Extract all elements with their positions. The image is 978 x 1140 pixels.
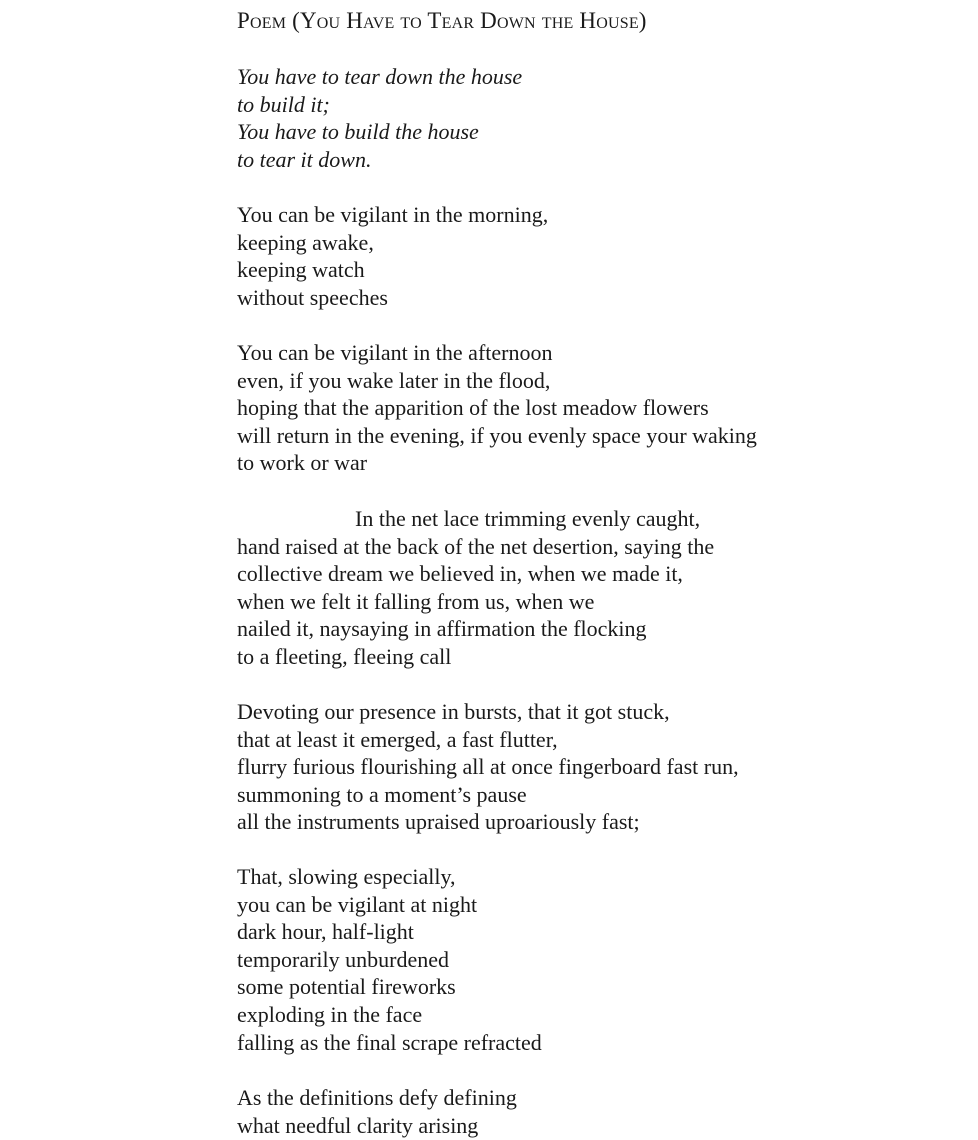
poem-line: when we felt it falling from us, when we [237,588,595,614]
poem-line: you can be vigilant at night [237,891,478,917]
stanza-1 [237,63,522,173]
poem-line: some potential fireworks [237,974,456,1000]
poem-line: That, slowing especially, [237,864,456,889]
poem-line: all the instruments upraised uproariously fast; [237,809,640,835]
poem-line: keeping awake, [237,229,374,255]
poem-line: dark hour, half-light [237,919,414,945]
poem-line: to a fleeting, fleeing call [237,643,452,669]
poem-line: collective dream we believed in, when we made it, [237,561,683,587]
poem-line: to build it; [237,91,330,117]
poem-line: falling as the final scrape refracted [237,1029,542,1055]
poem-title: Poem (You Have to Tear Down the House) [237,8,647,33]
poem-line: Devoting our presence in bursts, that it got stuck, [237,699,670,724]
poem-line: to work or war [237,450,368,476]
stanza-2 [237,201,548,311]
poem-line: temporarily unburdened [237,946,449,972]
poem-line: You have to tear down the house [237,64,523,89]
poem-line: As the definitions defy defining [237,1085,517,1110]
poem-line: You can be vigilant in the afternoon [237,340,553,365]
poem-line: to tear it down. [237,146,372,172]
poem-line: what needful clarity arising [237,1112,479,1138]
poem-line: You can be vigilant in the morning, [237,202,549,227]
poem-line: hoping that the apparition of the lost meadow flowers [237,395,709,421]
poem-line: summoning to a moment’s pause [237,781,527,807]
poem-line: without speeches [237,284,388,310]
stanza-6 [237,863,542,1056]
stanza-4 [237,505,714,671]
poem-line: hand raised at the back of the net desertion, saying the [237,533,715,559]
poem-line-indented: In the net lace trimming evenly caught, [355,506,701,531]
poem-line: even, if you wake later in the flood, [237,367,551,393]
poem-line: that at least it emerged, a fast flutter, [237,726,558,752]
poem-line: will return in the evening, if you evenly space your waking [237,422,757,448]
poem-line: keeping watch [237,257,365,283]
poem-line: exploding in the face [237,1001,423,1027]
stanza-3 [237,339,757,477]
poem-line: flurry furious flourishing all at once fingerboard fast run, [237,754,739,780]
stanza-7 [237,1084,517,1139]
stanza-5 [237,698,739,836]
poem-line: You have to build the house [237,119,479,145]
poem-line: nailed it, naysaying in affirmation the flocking [237,616,647,642]
